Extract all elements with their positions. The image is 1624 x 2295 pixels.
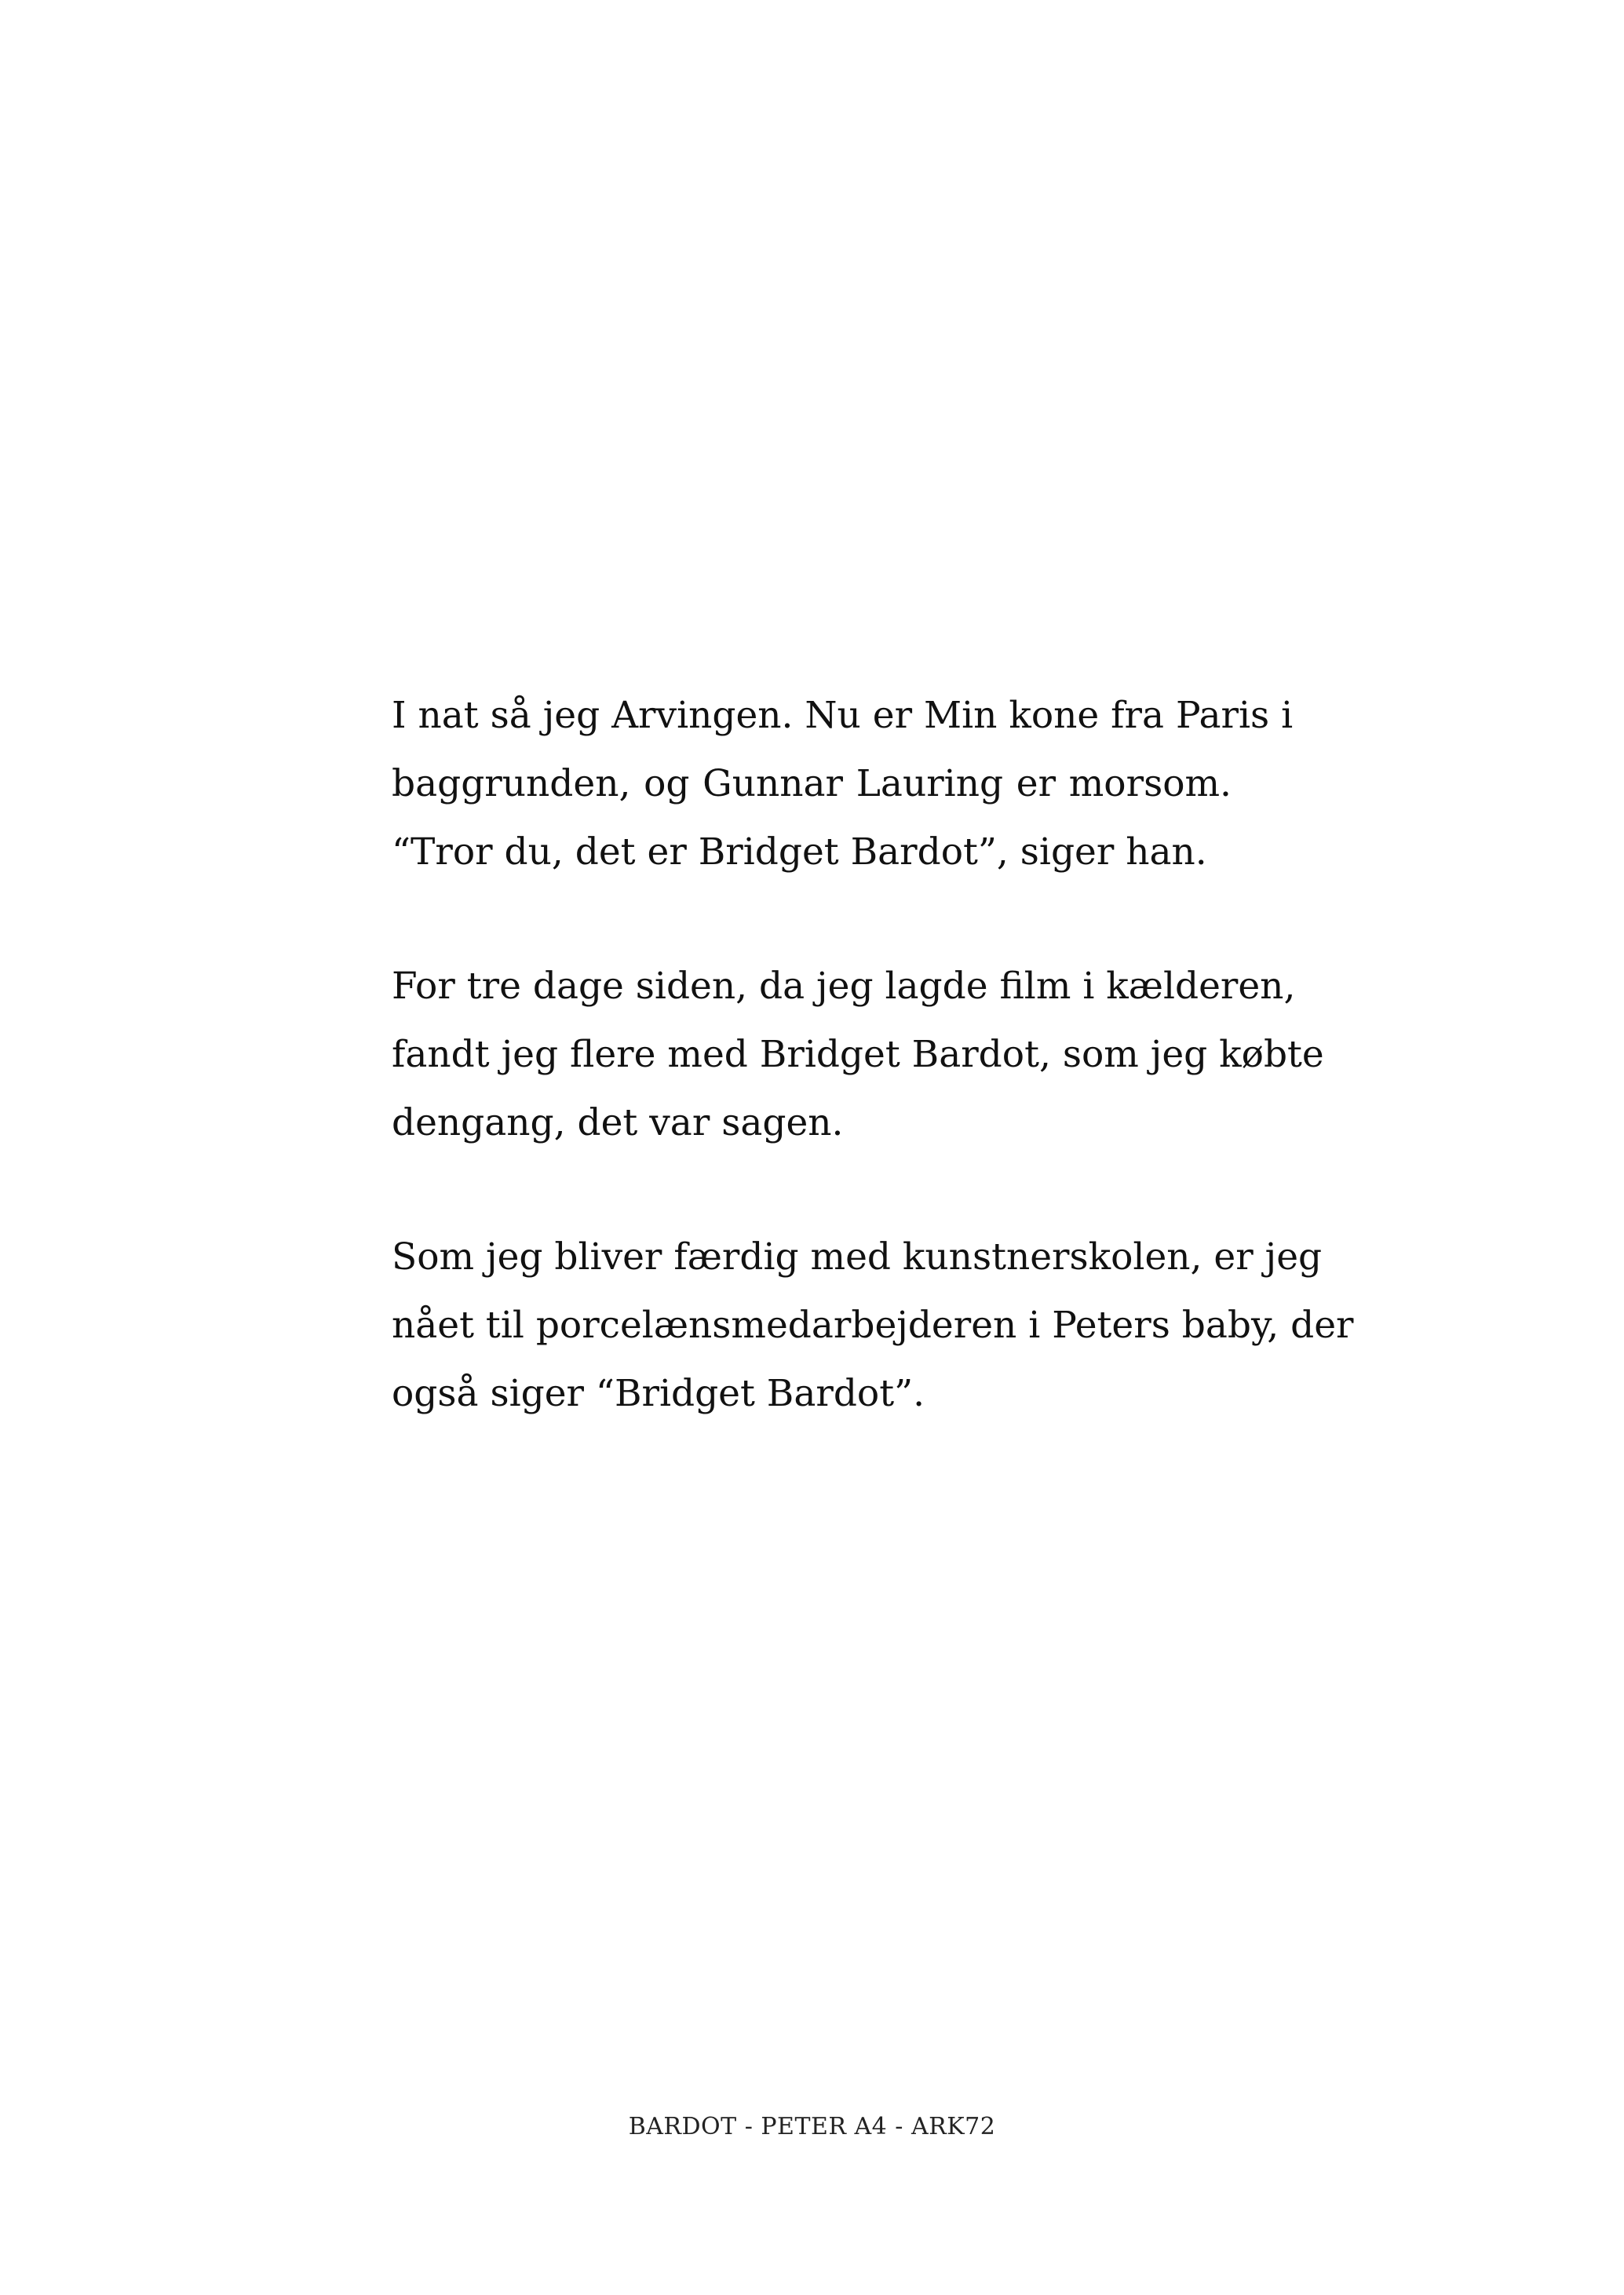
paragraph-line: fandt jeg flere med Bridget Bardot, som jeg købte xyxy=(392,1033,1324,1076)
paragraph-line: “Tror du, det er Bridget Bardot”, siger han. xyxy=(392,830,1207,874)
paragraph-line: også siger “Bridget Bardot”. xyxy=(392,1372,925,1415)
body-text xyxy=(392,681,1354,1494)
paragraph-line: baggrunden, og Gunnar Lauring er morsom. xyxy=(392,762,1232,805)
paragraph-line: dengang, det var sagen. xyxy=(392,1101,844,1144)
paragraph-line: I nat så jeg Arvingen. Nu er Min kone fra Paris i xyxy=(392,694,1294,737)
paragraph-line: nået til porcelænsmedarbejderen i Peters baby, der xyxy=(392,1304,1354,1347)
paragraph-line: For tre dage siden, da jeg lagde film i kælderen, xyxy=(392,965,1296,1008)
paragraph-2 xyxy=(392,952,1324,1157)
paragraph-3 xyxy=(392,1223,1354,1428)
paragraph-line: Som jeg bliver færdig med kunstnerskolen, er jeg xyxy=(392,1235,1323,1279)
paragraph-1 xyxy=(392,681,1294,886)
page-footer: BARDOT - PETER A4 - ARK72 xyxy=(628,2113,996,2140)
